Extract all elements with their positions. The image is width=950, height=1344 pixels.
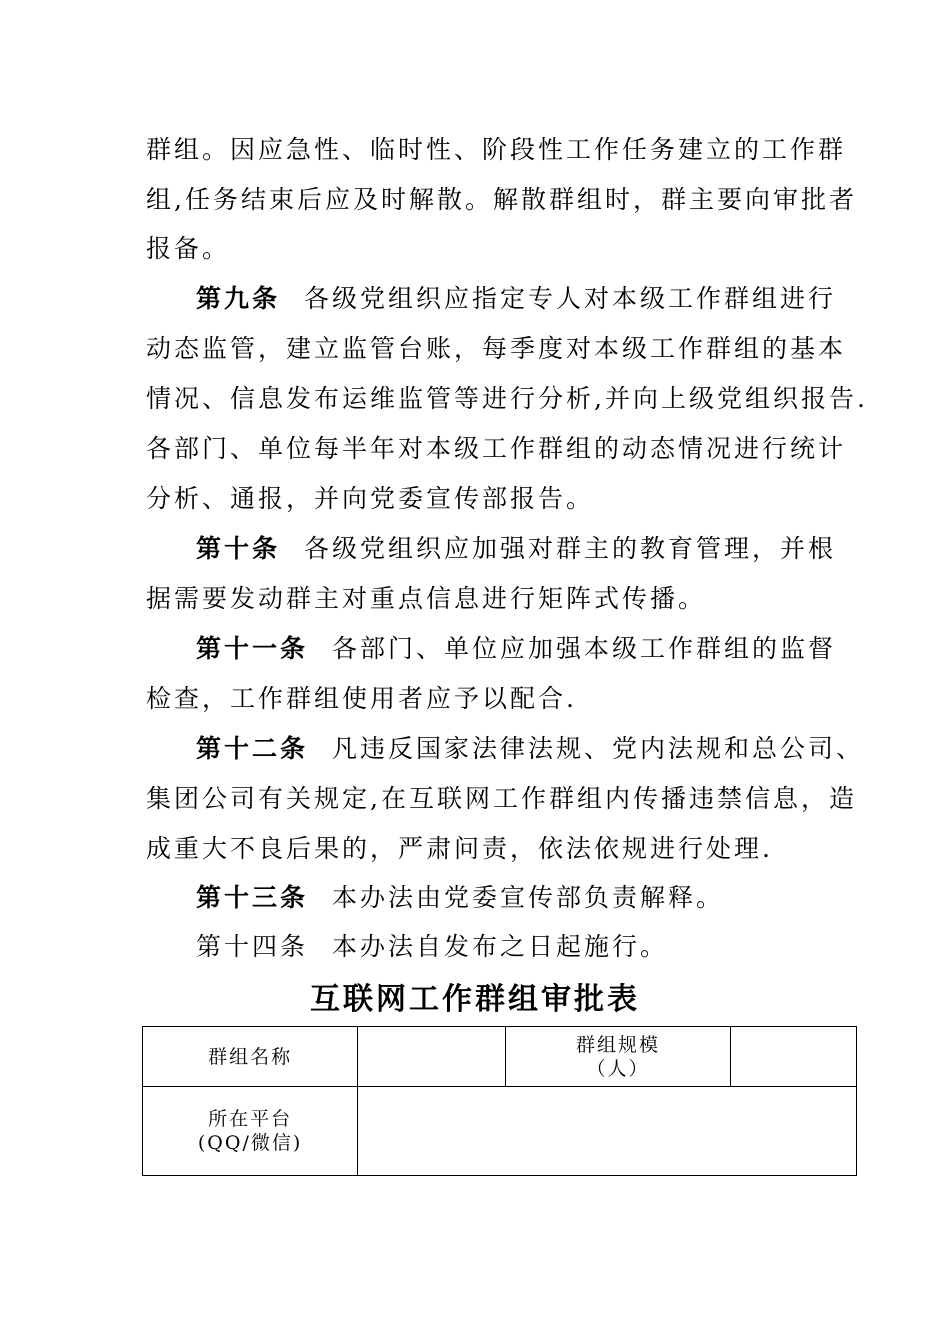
article-12-first-line <box>196 734 864 764</box>
article-13-heading: 第十三条 <box>196 883 309 912</box>
article-13-line <box>196 883 724 913</box>
article-12-heading: 第十二条 <box>196 734 309 763</box>
article-11-first-line <box>196 634 836 664</box>
body-line: 本办法自发布之日起施行。 <box>332 932 669 961</box>
platform-label-text: 所在平台 <box>208 1108 293 1130</box>
group-size-field[interactable] <box>730 1027 856 1087</box>
approval-form-table <box>142 1026 857 1176</box>
group-name-label-text: 群组名称 <box>208 1045 293 1068</box>
body-line: 凡违反国家法律法规、党内法规和总公司、 <box>332 734 865 763</box>
article-11-heading: 第十一条 <box>196 634 309 663</box>
platform-field[interactable] <box>358 1087 857 1176</box>
body-line: 情况、信息发布运维监管等进行分析,并向上级党组织报告. <box>146 384 868 413</box>
table-row <box>143 1087 857 1176</box>
approval-form-title: 互联网工作群组审批表 <box>310 982 640 1017</box>
body-line: 各部门、单位每半年对本级工作群组的动态情况进行统计 <box>146 434 847 463</box>
body-line: 集团公司有关规定,在互联网工作群组内传播违禁信息，造 <box>146 784 857 813</box>
group-size-unit-text: （人） <box>586 1057 650 1080</box>
article-14-heading: 第十四条 <box>196 932 309 961</box>
body-line: 各部门、单位应加强本级工作群组的监督 <box>332 634 837 663</box>
table-row <box>143 1027 857 1087</box>
body-line: 本办法由党委宣传部负责解释。 <box>332 883 725 912</box>
body-line: 动态监管，建立监管台账，每季度对本级工作群组的基本 <box>146 334 847 363</box>
body-line: 各级党组织应指定专人对本级工作群组进行 <box>304 284 837 313</box>
platform-options-text: (QQ/微信) <box>197 1132 303 1154</box>
article-10-heading: 第十条 <box>196 534 281 563</box>
group-name-field[interactable] <box>358 1027 506 1087</box>
body-line: 检查，工作群组使用者应予以配合. <box>146 684 577 713</box>
group-name-label <box>143 1027 358 1087</box>
platform-label <box>143 1087 358 1176</box>
body-line: 组,任务结束后应及时解散。解散群组时，群主要向审批者 <box>146 185 857 214</box>
body-line: 分析、通报，并向党委宣传部报告。 <box>146 484 595 513</box>
group-size-label-text: 群组规模 <box>576 1033 661 1056</box>
article-14-line <box>196 932 668 962</box>
group-size-label <box>506 1027 730 1087</box>
body-line: 各级党组织应加强对群主的教育管理，并根 <box>304 534 837 563</box>
body-line: 群组。因应急性、临时性、阶段性工作任务建立的工作群 <box>146 135 847 164</box>
article-10-first-line <box>196 534 836 564</box>
article-9-heading: 第九条 <box>196 284 281 313</box>
body-line: 报备。 <box>146 234 231 263</box>
article-9-first-line <box>196 284 836 314</box>
body-line: 成重大不良后果的，严肃问责，依法依规进行处理. <box>146 834 773 863</box>
body-line: 据需要发动群主对重点信息进行矩阵式传播。 <box>146 584 707 613</box>
